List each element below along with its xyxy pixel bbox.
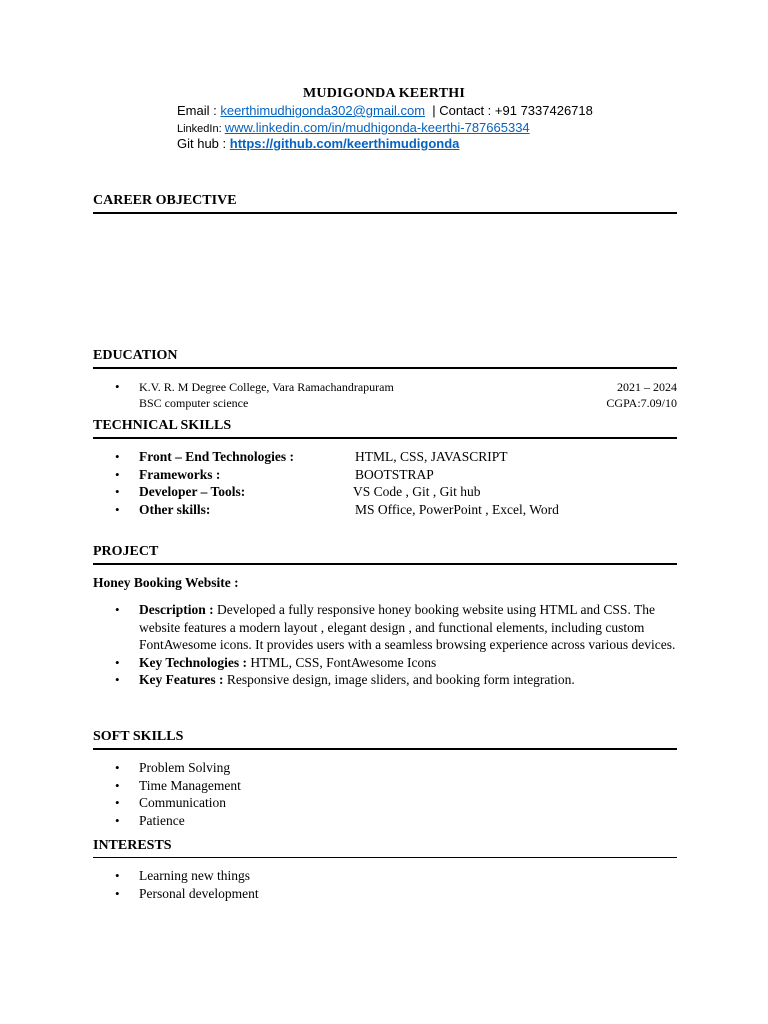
github-link[interactable]: https://github.com/keerthimudigonda [229, 136, 460, 151]
github-line [177, 136, 459, 151]
education-years: 2021 – 2024 [617, 380, 677, 394]
skill-item [93, 466, 677, 484]
skill-item [93, 448, 677, 466]
contact-line [177, 103, 593, 118]
soft-skills-section [93, 729, 677, 829]
project-tech [93, 654, 677, 672]
skill-key: Frameworks : [139, 466, 221, 482]
features-text: Responsive design, image sliders, and booking form integration. [226, 672, 575, 687]
list-item: • Personal development [93, 885, 677, 903]
skill-value: MS Office, PowerPoint , Excel, Word [355, 501, 559, 517]
list-item: • Time Management [93, 777, 677, 795]
education-section [93, 348, 677, 411]
skill-item [93, 483, 677, 501]
section-title-career: CAREER OBJECTIVE [93, 193, 677, 214]
degree-name: BSC computer science [139, 396, 249, 410]
college-name: • K.V. R. M Degree College, Vara Ramachandrapuram [139, 380, 394, 394]
candidate-name: MUDIGONDA KEERTHI [303, 86, 465, 101]
skill-key: Front – End Technologies : [139, 449, 295, 464]
phone-number: +91 7337426718 [494, 103, 593, 118]
technical-skills-section [93, 418, 677, 518]
list-item: • Patience [93, 812, 677, 830]
email-link[interactable]: keerthimudhigonda302@gmail.com [220, 103, 426, 118]
skill-item [93, 501, 677, 519]
tech-label: Key Technologies : [139, 654, 251, 670]
education-item [93, 379, 677, 395]
list-item: • Communication [93, 794, 677, 812]
section-title-interests: INTERESTS [93, 838, 677, 858]
project-features [93, 671, 677, 689]
section-title-education: EDUCATION [93, 348, 677, 369]
interests-section [93, 838, 677, 902]
linkedin-line [177, 120, 530, 135]
section-title-project: PROJECT [93, 544, 677, 565]
section-title-soft: SOFT SKILLS [93, 729, 677, 750]
linkedin-label: LinkedIn: [177, 123, 225, 135]
email-label: Email : [177, 103, 221, 118]
skill-value: HTML, CSS, JAVASCRIPT [355, 449, 508, 464]
linkedin-link[interactable]: www.linkedin.com/in/mudhigonda-keerthi-787665334 [224, 120, 530, 135]
github-label: Git hub : [177, 136, 230, 151]
project-name: Honey Booking Website : [93, 575, 239, 590]
skill-key: Other skills: [139, 501, 211, 517]
description-label: Description : [139, 602, 217, 617]
contact-label: | Contact : [425, 103, 495, 118]
list-item: • Problem Solving [93, 759, 677, 777]
skill-key: Developer – Tools: [139, 484, 246, 499]
tech-text: HTML, CSS, FontAwesome Icons [250, 654, 437, 670]
career-objective-section [93, 193, 677, 214]
list-item: • Learning new things [93, 867, 677, 885]
skill-value: VS Code , Git , Git hub [353, 484, 481, 499]
project-description [93, 601, 677, 654]
cgpa-value: CGPA:7.09/10 [606, 396, 677, 410]
project-section [93, 544, 677, 689]
description-text: Developed a fully responsive honey booking website using HTML and CSS. The website features a modern layout , elegant design , and functional elements, including custom FontAwesome icons. It provides users with a seamless browsing experience across various devices. [139, 602, 676, 652]
features-label: Key Features : [139, 672, 227, 687]
section-title-technical: TECHNICAL SKILLS [93, 418, 677, 439]
skill-value: BOOTSTRAP [355, 466, 434, 482]
